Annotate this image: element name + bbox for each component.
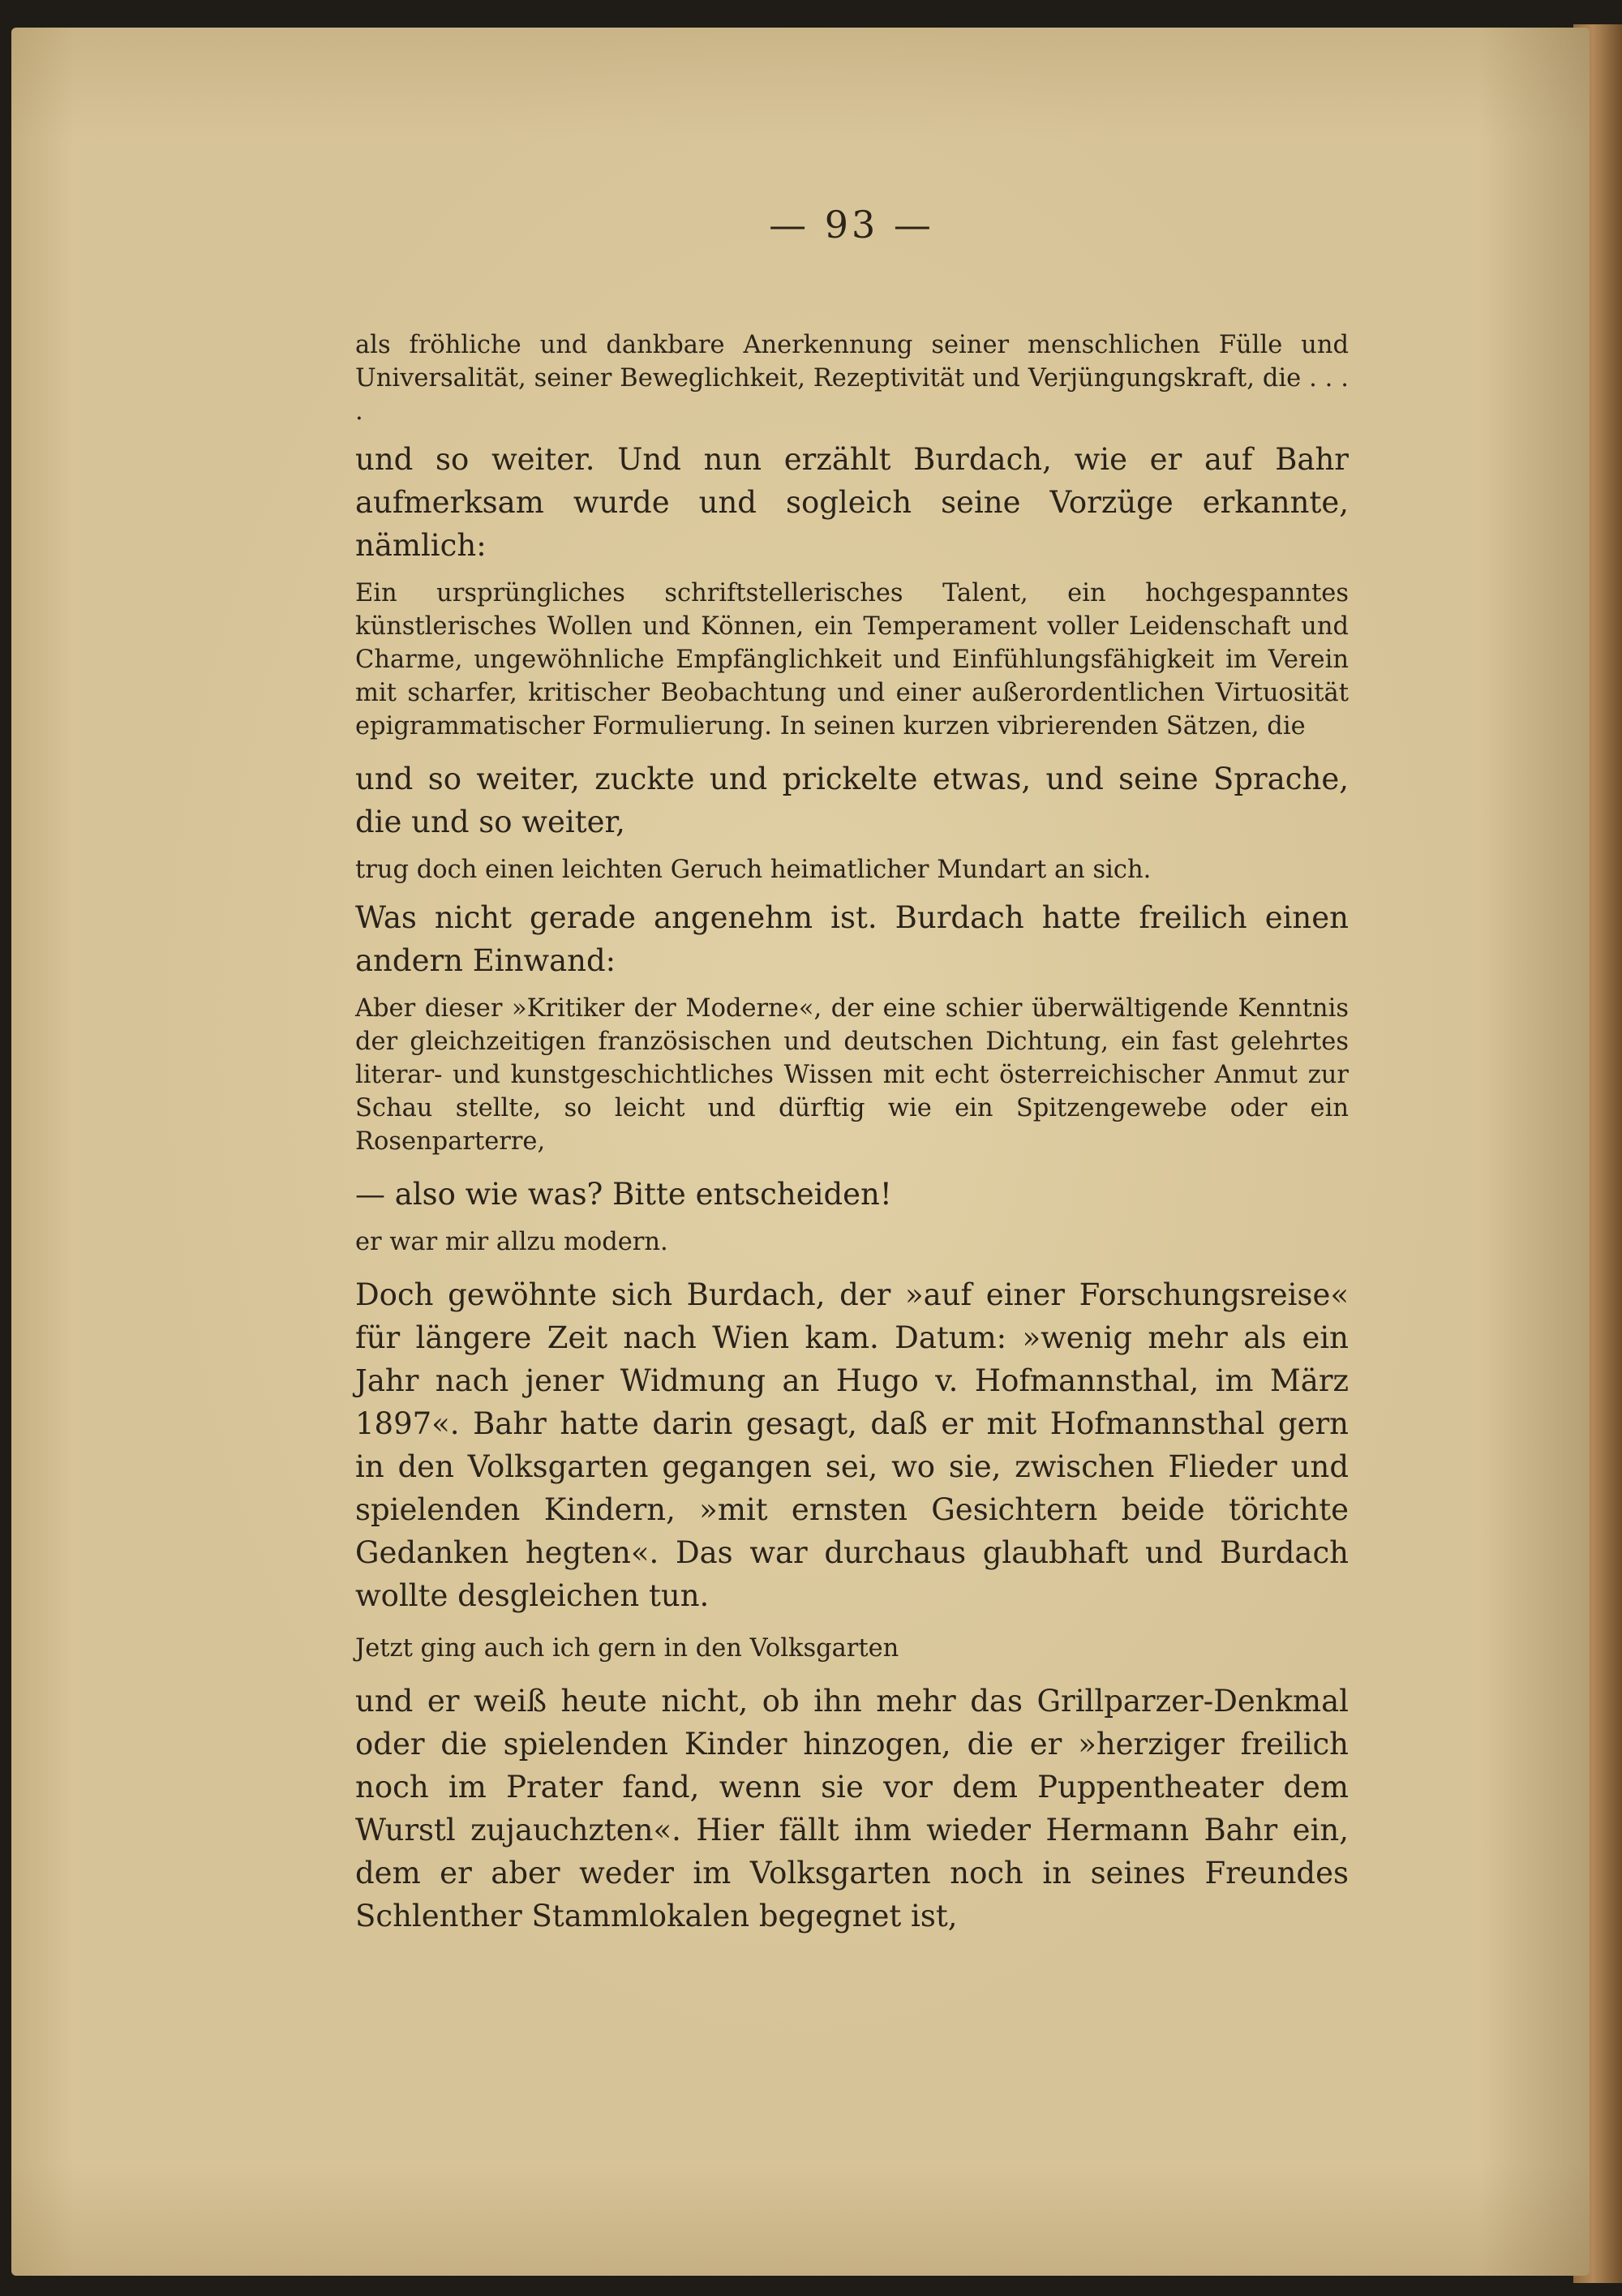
page-body [355, 328, 1349, 1938]
text-paragraph-6: und er weiß heute nicht, ob ihn mehr das Grillparzer-Denkmal oder die spielenden Kinder hinzogen, die er »herziger freilich noch im Prater fand, wenn sie vor dem Puppentheater dem Wurstl zujauchzten«. Hier fällt ihm wieder Hermann Bahr ein, dem er aber weder im Volksgarten noch in seines Freundes Schlenther Stammlokalen begegnet ist, [355, 1684, 1349, 1933]
quote-paragraph-6: Jetzt ging auch ich gern in den Volksgarten [355, 1634, 899, 1663]
quote-paragraph-5: er war mir allzu modern. [355, 1228, 668, 1256]
quote-paragraph-1: als fröhliche und dankbare Anerkennung seiner menschlichen Fülle und Universalität, seiner Beweglichkeit, Rezeptivität und Verjüngungskraft, die . . . . [355, 331, 1349, 426]
page-number: — 93 — [769, 203, 934, 247]
text-paragraph-5: Doch gewöhnte sich Burdach, der »auf einer Forschungsreise« für längere Zeit nach Wien kam. Datum: »wenig mehr als ein Jahr nach jener Widmung an Hugo v. Hofmannsthal, im März 1897«. Bahr hatte darin gesagt, daß er mit Hofmannsthal gern in den Volksgarten gegangen sei, wo sie, zwischen Flieder und spielenden Kindern, »mit ernsten Gesichtern beide törichte Gedanken hegten«. Das war durchaus glaubhaft und Burdach wollte desgleichen tun. [355, 1277, 1349, 1613]
text-paragraph-1: und so weiter. Und nun erzählt Burdach, wie er auf Bahr aufmerksam wurde und sogleich seine Vorzüge erkannte, nämlich: [355, 442, 1349, 563]
text-paragraph-4: — also wie was? Bitte entscheiden! [355, 1177, 892, 1212]
quote-paragraph-2: Ein ursprüngliches schriftstellerisches Talent, ein hochgespanntes künstlerisches Wollen und Können, ein Temperament voller Leidenschaft und Charme, ungewöhnliche Empfänglichkeit und Einfühlungsfähigkeit im Verein mit scharfer, kritischer Beobachtung und einer außerordentlichen Virtuosität epigrammatischer Formulierung. In seinen kurzen vibrierenden Sätzen, die [355, 579, 1349, 740]
text-paragraph-2: und so weiter, zuckte und prickelte etwas, und seine Sprache, die und so weiter, [355, 762, 1349, 839]
quote-paragraph-4: Aber dieser »Kritiker der Moderne«, der eine schier überwältigende Kenntnis der gleichzeitigen französischen und deutschen Dichtung, ein fast gelehrtes literar- und kunstgeschichtliches Wissen mit echt österreichischer Anmut zur Schau stellte, so leicht und dürftig wie ein Spitzengewebe oder ein Rosenparterre, [355, 994, 1349, 1156]
text-paragraph-3: Was nicht gerade angenehm ist. Burdach hatte freilich einen andern Einwand: [355, 900, 1349, 978]
quote-paragraph-3: trug doch einen leichten Geruch heimatlicher Mundart an sich. [355, 856, 1152, 884]
